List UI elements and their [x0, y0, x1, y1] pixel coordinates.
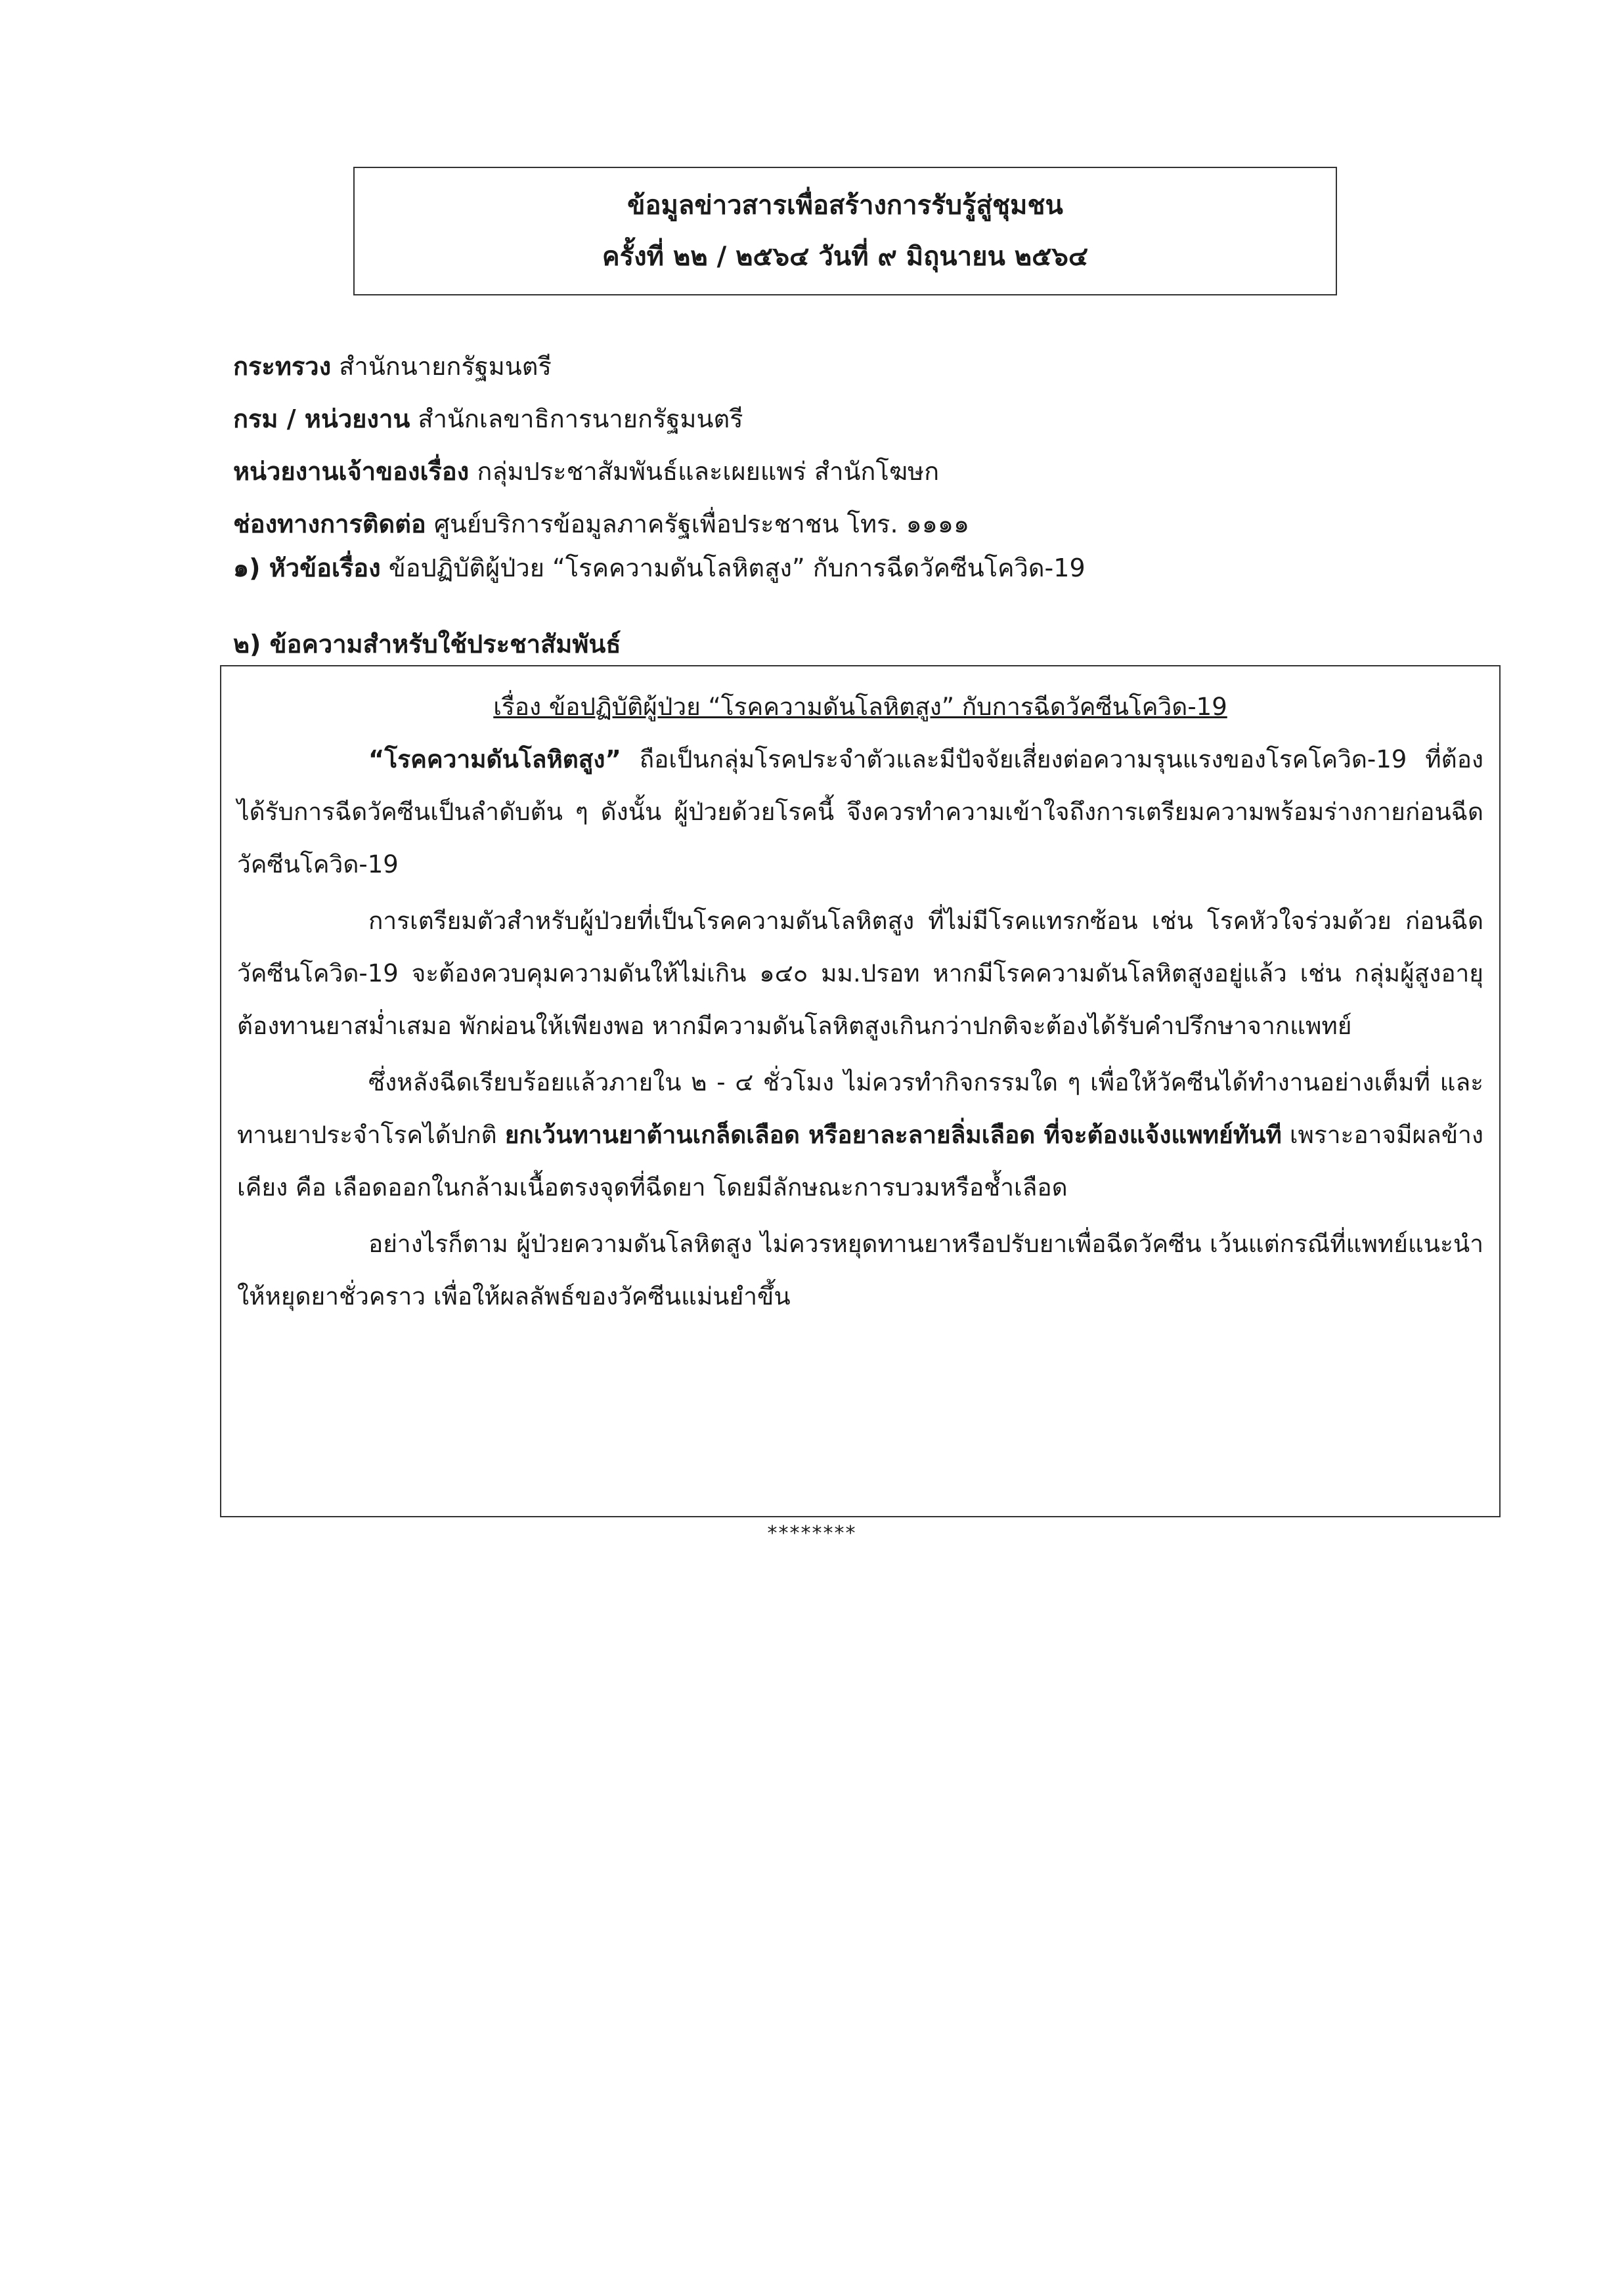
paragraph-1-text: ถือเป็นกลุ่มโรคประจำตัวและมีปัจจัยเสี่ยงต่อความรุนแรงของโรคโควิด-19 ที่ต้องได้รับการฉีดวัคซีนเป็นลำดับต้น ๆ ดังนั้น ผู้ป่วยด้วยโรคนี้ จึงควรทำความเข้าใจถึงการเตรียมความพร้อมร่างกายก่อนฉีดวัคซีนโควิด-19 [237, 745, 1483, 878]
section-topic-value: ข้อปฏิบัติผู้ป่วย “โรคความดันโลหิตสูง” กับการฉีดวัคซีนโควิด-19 [388, 553, 1086, 582]
meta-owner-value: กลุ่มประชาสัมพันธ์และเผยแพร่ สำนักโฆษก [477, 457, 940, 486]
meta-ministry-label: กระทรวง [233, 352, 332, 381]
meta-block [233, 340, 1481, 550]
paragraph-3-text-b: เพราะอาจมีผลข้างเคียง คือ เลือดออกในกล้ามเนื้อตรงจุดที่ฉีดยา โดยมีลักษณะการบวมหรือช้ำเลือด [237, 1121, 1483, 1202]
meta-contact-value: ศูนย์บริการข้อมูลภาครัฐเพื่อประชาชน โทร. ๑๑๑๑ [433, 509, 970, 538]
section-topic-label: ๑) หัวข้อเรื่อง [233, 553, 381, 582]
paragraph-1-bold: “โรคความดันโลหิตสูง” [368, 745, 621, 773]
meta-ministry-value: สำนักนายกรัฐมนตรี [339, 352, 552, 381]
paragraph-4-text: อย่างไรก็ตาม ผู้ป่วยความดันโลหิตสูง ไม่ควรหยุดทานยาหรือปรับยาเพื่อฉีดวัคซีน เว้นแต่กรณีที่แพทย์แนะนำให้หยุดยาชั่วคราว เพื่อให้ผลลัพธ์ของวัคซีนแม่นยำขึ้น [237, 1230, 1483, 1310]
paragraph-4 [237, 1218, 1483, 1323]
header-issue-date: ครั้งที่ ๒๒ / ๒๕๖๔ วันที่ ๙ มิถุนายน ๒๕๖๔ [602, 242, 1089, 272]
meta-contact [233, 498, 1481, 550]
meta-department-label: กรม / หน่วยงาน [233, 404, 410, 433]
section-pr-message-heading: ๒) ข้อความสำหรับใช้ประชาสัมพันธ์ [233, 630, 621, 659]
end-marker: ******** [767, 1522, 857, 1545]
pr-message-title: เรื่อง ข้อปฏิบัติผู้ป่วย “โรคความดันโลหิตสูง” กับการฉีดวัคซีนโควิด-19 [493, 693, 1227, 721]
paragraph-2-text: การเตรียมตัวสำหรับผู้ป่วยที่เป็นโรคความดันโลหิตสูง ที่ไม่มีโรคแทรกซ้อน เช่น โรคหัวใจร่วมด้วย ก่อนฉีดวัคซีนโควิด-19 จะต้องควบคุมความดันให้ไม่เกิน ๑๔๐ มม.ปรอท หากมีโรคความดันโลหิตสูงอยู่แล้ว เช่น กลุ่มผู้สูงอายุ ต้องทานยาสม่ำเสมอ พักผ่อนให้เพียงพอ หากมีความดันโลหิตสูงเกินกว่าปกติจะต้องได้รับคำปรึกษาจากแพทย์ [237, 907, 1483, 1040]
paragraph-3-text-a: ซึ่งหลังฉีดเรียบร้อยแล้วภายใน ๒ - ๔ ชั่วโมง ไม่ควรทำกิจกรรมใด ๆ เพื่อให้วัคซีนได้ทำงานอย่างเต็มที่ และทานยาประจำโรคได้ปกติ [237, 1068, 1483, 1149]
meta-owner [233, 445, 1481, 498]
paragraph-2 [237, 895, 1483, 1052]
paragraph-1 [237, 733, 1483, 891]
meta-department [233, 393, 1481, 445]
meta-contact-label: ช่องทางการติดต่อ [233, 509, 426, 538]
paragraph-3 [237, 1056, 1483, 1214]
pr-message-box [220, 665, 1501, 1517]
section-topic [233, 548, 1086, 588]
paragraph-3-bold: ยกเว้นทานยาต้านเกล็ดเลือด หรือยาละลายลิ่มเลือด ที่จะต้องแจ้งแพทย์ทันที [504, 1121, 1282, 1149]
header-box [353, 167, 1337, 295]
meta-owner-label: หน่วยงานเจ้าของเรื่อง [233, 457, 470, 486]
header-title: ข้อมูลข่าวสารเพื่อสร้างการรับรู้สู่ชุมชน [627, 190, 1063, 221]
meta-department-value: สำนักเลขาธิการนายกรัฐมนตรี [418, 404, 743, 433]
meta-ministry [233, 340, 1481, 393]
